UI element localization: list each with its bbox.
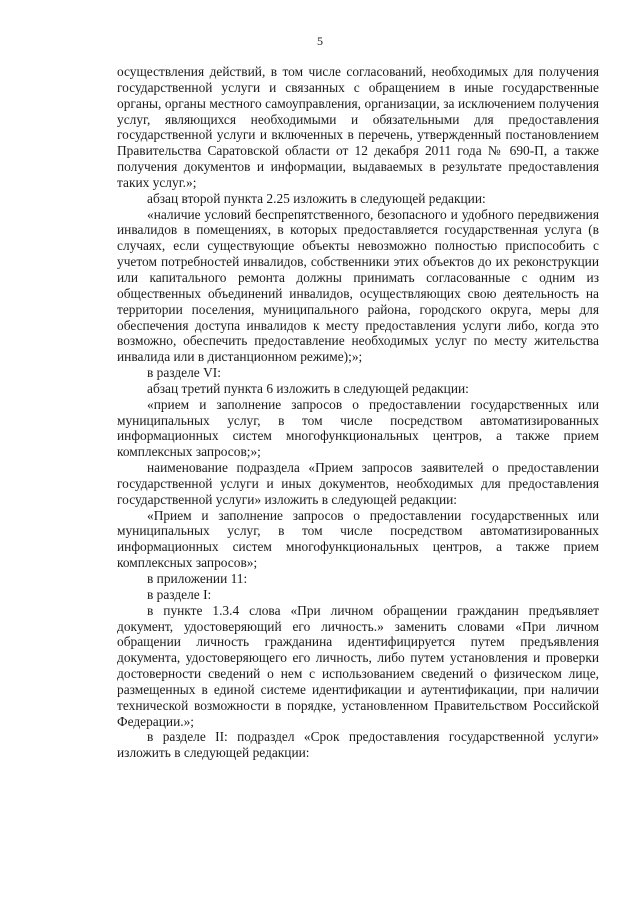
paragraph-5: абзац третий пункта 6 изложить в следующей редакции: xyxy=(147,380,469,396)
paragraph-3: «наличие условий беспрепятственного, безопасного и удобного передвижения инвалидов в помещениях, в которых предоставляется государственная услуга (в случаях, если существующие объекты невозможно полностью приспособить с учетом потребностей инвалидов, собственники этих объектов до их реконструкции или капитального ремонта должны принимать согласованные с одним из общественных объединений инвалидов, осуществляющих свою деятельность на территории поселения, муниципального района, городского округа, меры для обеспечения доступа инвалидов к месту предоставления услуги либо, когда это возможно, обеспечить предоставление необходимых услуг по месту жительства инвалида или в дистанционном режиме);»; xyxy=(117,206,599,365)
paragraph-1: осуществления действий, в том числе согласований, необходимых для получения государственной услуги и связанных с обращением в иные государственные органы, органы местного самоуправления, организации, за исключением получения услуг, являющихся необходимыми и обязательными для предоставления государственной услуги и включенных в перечень, утвержденный постановлением Правительства Саратовской области от 12 декабря 2011 года № 690-П, а также получения документов и информации, выдаваемых в результате предоставления таких услуг.»; xyxy=(117,64,599,190)
paragraph-11: в пункте 1.3.4 слова «При личном обращении гражданин предъявляет документ, удостоверяющий его личность.» заменить словами «При личном обращении личность гражданина идентифицируется путем предъявления документа, удостоверяющего его личность, либо путем установления и проверки достоверности сведений о нем с использованием сведений о физическом лице, размещенных в единой системе идентификации и аутентификации, при наличии технической возможности в порядке, установленном Правительством Российской Федерации.»; xyxy=(117,602,599,729)
paragraph-2: абзац второй пункта 2.25 изложить в следующей редакции: xyxy=(147,190,486,206)
paragraph-7: наименование подраздела «Прием запросов заявителей о предоставлении государственной услуги и иных документов, необходимых для предоставления государственной услуги» изложить в следующей редакции: xyxy=(117,460,599,507)
paragraph-12: в разделе II: подраздел «Срок предоставления государственной услуги» изложить в следующей редакции: xyxy=(117,729,599,761)
paragraph-8: «Прием и заполнение запросов о предоставлении государственных или муниципальных услуг, в том числе посредством автоматизированных информационных систем многофункциональных центров, а также прием комплексных запросов»; xyxy=(117,507,599,571)
paragraph-10: в разделе I: xyxy=(147,586,212,602)
paragraph-6: «прием и заполнение запросов о предоставлении государственных или муниципальных услуг, в том числе посредством автоматизированных информационных систем многофункциональных центров, а также прием комплексных запросов;»; xyxy=(117,396,599,460)
page-number: 5 xyxy=(317,34,323,48)
document-body xyxy=(117,64,599,761)
paragraph-4: в разделе VI: xyxy=(147,365,221,381)
paragraph-9: в приложении 11: xyxy=(147,571,248,586)
